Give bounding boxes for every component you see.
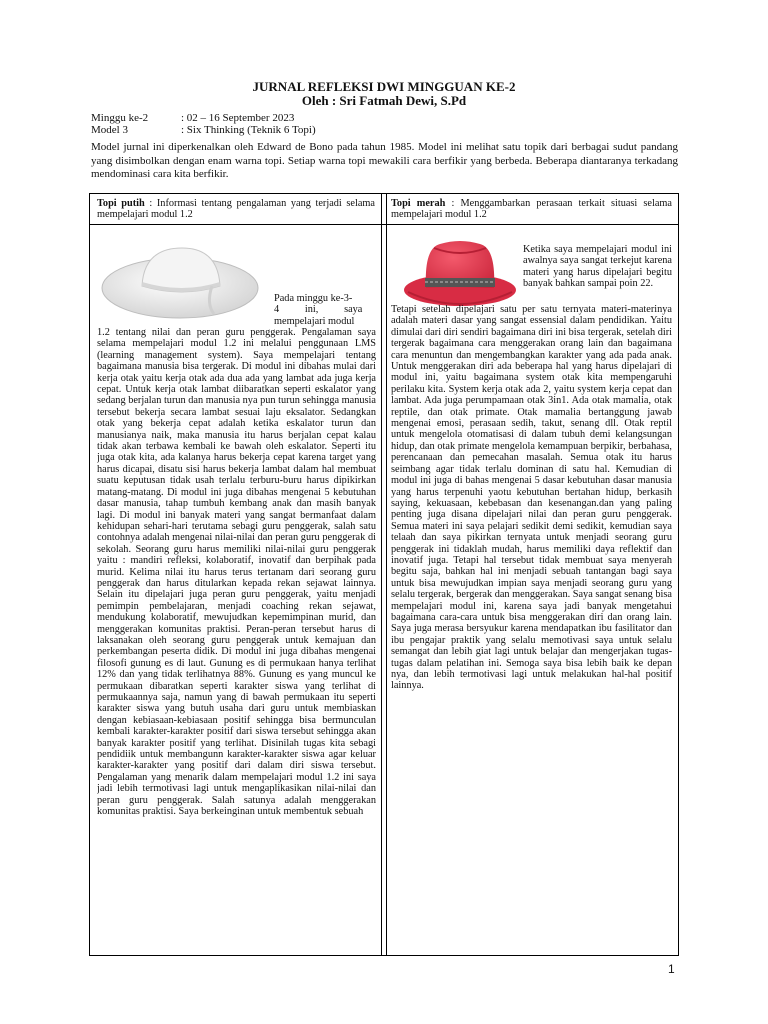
- meta-row-week: [91, 112, 294, 124]
- side-line: 4 ini, saya: [274, 304, 363, 316]
- meta-row-model: [91, 124, 316, 136]
- red-hat-desc: : Menggambarkan perasaan terkait situasi selama mempelajari modul 1.2: [391, 198, 673, 221]
- meta-value: : Six Thinking (Teknik 6 Topi): [181, 124, 316, 136]
- red-hat-body: Tetapi setelah dipelajari satu per satu ternyata materi-materinya adalah materi dasar yang sangat essensial dalam pendidikan. Yaitu dimulai dari diri sendiri bagaimana diri ini bisa tergerak, setelah diri tergerak bagaimana cara menggerakan orang lain dan bagaimana cara menuntun dan mengembangkan karakter yang ada pada anak. Untuk menggerakan diri ada beberapa hal yang harus dipelajari di modul ini, yaitu bagaimana system otak kita mempengaruhi perilaku kita. System kerja otak ada 2, yaitu system kerja cepat dan lambat. Ada juga perumpamaan otak 3in1. Ada otak mamalia, otak reptile, dan otak primate. Otak mamalia bertanggung jawab mengenai emosi, perasaan sedih, takut, senang dll. Otak reptil untuk mengelola otomatisasi di dalam tubuh demi kelangsungan hidup, dan otak primate mengelola kemampuan berpikir, berbahasa, perencanaan dan pemecahan masalah. Semua otak itu harus seimbang agar tidak terlalu dominan di satu hal. Kemudian di modul ini juga di bahas mengenai 5 dasar kebutuhan dasar manusia yang harus terpenuhi yaotu kebutuhan bertahan hidup, berkasih saying, kekuasaan, kebebasan dan kesenangan.dan yang paling penting juga disana dipelajari nilai dan peran guru penggerak. Semua materi ini saya pelajari sedikit demi sedikit, kemudian saya telaah dan saya pikirkan ternyata untuk menjadi seorang guru penggerak ini tidaklah mudah, harus memiliki daya reflektif dan inovatif juga. Tetapi hal tersebut tidak membuat saya menyerah begitu saja, bahkan hal ini menjadi sebuah tantangan bagi saya untuk bisa mewujudkan impian saya menjadi seorang guru yang selalu tergerak, bergerak dan menggerakan. Saya sangat senang bisa mempelajari modul ini, karena saya jadi banyak mengetahui bagaimana cara-cara untuk bisa menggerakan diri dan orang lain. Saya juga merasa bersyukur karena mendapatkan ibu fasilitator dan ibu pengajar praktik yang selalu memotivasi saya untuk selalu semangat dan lebih giat lagi untuk belajar dan mengerjakan tugas-tugas dalam pelatihan ini. Semoga saya bisa lebih baik ke depan nya, dan lebih termotivasi lagi untuk melakukan hal-hal positif lainnya.: [391, 304, 672, 692]
- meta-value: : 02 – 16 September 2023: [181, 112, 295, 124]
- header-divider: [90, 224, 678, 225]
- white-hat-label: Topi putih: [97, 198, 145, 209]
- page-number: 1: [668, 962, 675, 976]
- red-hat-heading: [391, 198, 672, 221]
- white-hat-heading: [97, 198, 375, 221]
- column-divider: [386, 194, 387, 955]
- white-hat-desc: : Informasi tentang pengalaman yang terjadi selama mempelajari modul 1.2: [97, 198, 376, 221]
- meta-key: Model 3: [91, 124, 128, 136]
- doc-title: JURNAL REFLEKSI DWI MINGGUAN KE-2: [252, 79, 516, 94]
- side-line: Pada minggu ke-3-: [274, 293, 353, 304]
- red-hat-label: Topi merah: [391, 198, 446, 209]
- white-hat-side-text: [274, 293, 377, 327]
- side-line: mempelajari modul: [274, 315, 355, 327]
- red-hat-side-text: Ketika saya mempelajari modul ini awalnya saya sangat terkejut karena materi yang harus dipelajari begitu banyak bahkan sampai poin 22.: [523, 244, 672, 290]
- reflection-table: [89, 193, 679, 956]
- intro-paragraph: Model jurnal ini diperkenalkan oleh Edward de Bono pada tahun 1985. Model ini melihat satu topik dari berbagai sudut pandang yang disimbolkan dengan enam warna topi. Setiap warna topi mewakili cara berfikir yang berbeda. Beberapa diantaranya terkadang mendominasi cara kita berfikir.: [91, 141, 678, 180]
- doc-author: Oleh : Sri Fatmah Dewi, S.Pd: [301, 93, 467, 108]
- meta-key: Minggu ke-2: [91, 112, 149, 124]
- red-hat-image: [400, 236, 520, 314]
- white-hat-body: 1.2 tentang nilai dan peran guru penggerak. Pengalaman saya selama mempelajari modul 1.2 ini melalui penggunaan LMS (learning management system). Saya mempelajari tentang bagaimana manusia bisa tergerak. Di modul ini dibahas mulai dari kerja otak yaitu kerja otak ada dua ada yang lambat ada juga kerja cepat. Untuk kerja otak lambat diibaratkan seperti eskalator yang sedang berjalan turun dan manusia nya pun turun sehingga manusia tersebut bekerja secara lambat sesuai laju eksalator. Sedangkan otak yang bekerja cepat adalah ketika eskalator turun dan manusianya naik, maka manusia itu harus berjalan cepat kalau tidak akan terbawa kembali ke bawah oleh eskalator. Seperti itu juga otak kita, ada kalanya harus bekerja cepat karena target yang harus dicapai, disatu sisi harus bekerja lambat dalam hal membuat suatu keputusan tidak usah terlalu terburu-buru harus dipikirkan matang-matang. Di modul ini juga dibahas mengenai 5 kebutuhan dasar manusia, tahap tumbuh kembang anak dan masih banyak lagi. Di modul ini banyak materi yang sangat bermanfaat dalam kehidupan sehari-hari terutama sebagi guru penggerak, salah satu contohnya adalah mengenai nilai-nilai dan peran guru penggerak di sekolah. Seorang guru harus memiliki nilai-nilai guru penggerak yaitu : mandiri refleksi, kolaboratif, inovatif dan berpihak pada murid. Kelima nilai itu harus terus tertanam dari seorang guru penggerak dan harus ditularkan kepada rekan sejawat lainnya. Selain itu dipelajari juga peran guru penggerak, yaitu menjadi pemimpin pembelajaran, menjadi coaching rekan sejawat, mendukung kolaboratif, mewujudkan kepemimpinan murid, dan menggerakan komunitas praktisi. Peran-peran tersebut harus di laksanakan oleh seorang guru penggerak untuk kemajuan dan perkembangan peserta didik. Di modul ini juga dibahas mengenai filosofi gunung es di laut. Gunung es di permukaan hanya terlihat 12% dan yang tidak terlihatnya 88%. Gunung es yang muncul ke permukaan dibaratkan seperti karakter siswa yang terlihat di permukaannya saja, namun yang di bawah permukaan itu seperti karakter siswa yang butuh usaha dari guru untuk membiaskan dengan kebiasaan-kebiasaan positif sehingga bisa bermunculan kembali karakter-karakter positif dari siswa tersebut sehingga akan banyak karakter positif yang terlihat. Disinilah tugas kita sebagi pendidiik untuk membangunn karakter-karakter siswa agar keluar karakter-karakter yang positif dari dalam diri siswa tersebut. Pengalaman yang menarik dalam mempelajari modul 1.2 ini saya jadi lebih termotivasi lagi untuk mengaplikasikan nilai-nilai dan peran guru penggerak. Salah satunya adalah menggerakan komunitas praktisi. Saya berkeinginan untuk membentuk sebuah: [97, 327, 376, 818]
- white-hat-image: [100, 242, 260, 324]
- column-divider: [381, 194, 382, 955]
